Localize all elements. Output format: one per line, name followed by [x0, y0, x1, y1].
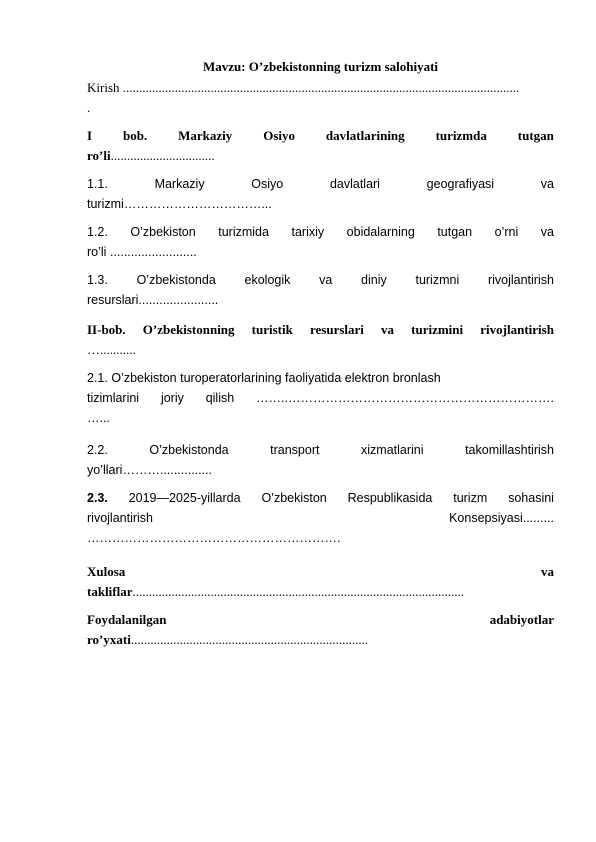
toc-word: sohasini	[508, 491, 554, 505]
toc-leader-dots: ..........................................................................................................................	[122, 80, 520, 95]
toc-entry-chapter-2	[87, 320, 554, 360]
toc-word: o’rni	[494, 225, 519, 239]
toc-line-continuation	[87, 340, 554, 360]
toc-word: diniy	[361, 273, 387, 287]
toc-word: tizimlarini	[87, 391, 140, 405]
toc-word: 2019—2025-yillarda	[128, 491, 241, 505]
toc-word: II-bob.	[87, 322, 126, 337]
toc-entry-kirish	[87, 78, 554, 118]
toc-word: 1.1.	[87, 177, 108, 191]
toc-leader-dots: …………………………………………………….	[87, 531, 341, 545]
toc-line	[87, 222, 554, 242]
toc-line-continuation	[87, 194, 554, 214]
toc-word: O’zbekiston	[261, 491, 327, 505]
toc-word: obidalarning	[346, 225, 415, 239]
toc-word: turizmda	[435, 128, 487, 143]
toc-leader-dots: …...........	[87, 342, 136, 357]
toc-entry-section-1-2	[87, 222, 554, 262]
toc-word: Markaziy	[154, 177, 205, 191]
toc-word: va	[540, 225, 554, 239]
toc-word: tutgan	[437, 225, 473, 239]
toc-word: Osiyo	[251, 177, 284, 191]
toc-line	[87, 610, 554, 630]
toc-word: turistik	[251, 322, 293, 337]
toc-line	[87, 562, 554, 582]
toc-label: takliflar	[87, 584, 133, 599]
toc-line	[87, 440, 554, 460]
toc-word: xizmatlarini	[361, 443, 424, 457]
toc-word: va	[319, 273, 333, 287]
toc-line	[87, 488, 554, 508]
toc-word: I	[87, 128, 93, 143]
toc-word: va	[381, 322, 395, 337]
toc-leader-dots: .......................	[138, 293, 219, 307]
toc-label: Kirish	[87, 80, 120, 95]
toc-word: adabiyotlar	[489, 612, 554, 627]
toc-line-continuation	[87, 242, 554, 262]
toc-word: joriy	[160, 391, 184, 405]
toc-entry-section-2-2	[87, 440, 554, 480]
toc-word: transport	[270, 443, 320, 457]
toc-word: davlatlari	[329, 177, 380, 191]
toc-word: takomillashtirish	[465, 443, 554, 457]
toc-line	[87, 126, 554, 146]
toc-word: 1.2.	[87, 225, 108, 239]
toc-word: va	[541, 564, 554, 579]
toc-leader-dots: ……………………………...	[123, 197, 272, 211]
toc-label: ro’li	[87, 245, 107, 259]
toc-entry-section-2-1	[87, 368, 554, 428]
toc-leader-dots: .........................	[109, 245, 197, 259]
toc-word: tarixiy	[291, 225, 325, 239]
toc-word: qilish	[205, 391, 235, 405]
toc-line-continuation	[87, 460, 554, 480]
toc-line-continuation	[87, 630, 554, 650]
toc-word: Konsepsiyasi.........	[449, 511, 554, 525]
toc-line-continuation	[87, 408, 554, 428]
toc-leader-dots: ......................................................................................................	[132, 584, 464, 599]
toc-word: O’zbekistonda	[149, 443, 229, 457]
toc-line	[87, 78, 554, 98]
toc-word: turizm	[453, 491, 488, 505]
toc-label: ro’yxati	[87, 632, 131, 647]
toc-line	[87, 174, 554, 194]
toc-entry-section-2-3	[87, 488, 554, 548]
toc-leader-dots: .........................................................................	[130, 632, 369, 647]
toc-word: 2.2.	[87, 443, 108, 457]
page-title: Mavzu: O’zbekistonning turizm salohiyati	[202, 59, 439, 74]
toc-word: rivojlantirish	[87, 511, 153, 525]
toc-word: turizmini	[411, 322, 464, 337]
toc-word: O’zbekiston	[130, 225, 196, 239]
toc-line	[87, 508, 554, 528]
toc-word: rivojlantirish	[487, 273, 554, 287]
toc-word: ekologik	[244, 273, 291, 287]
toc-entry-xulosa	[87, 562, 554, 602]
toc-leader-dots: ………...............	[122, 463, 213, 477]
toc-label: turizmi	[87, 197, 124, 211]
toc-word: resurslari	[309, 322, 364, 337]
toc-word: 1.3.	[87, 273, 108, 287]
toc-entry-section-1-3	[87, 270, 554, 310]
toc-leader-dots: …...	[87, 411, 110, 425]
toc-word: davlatlarining	[325, 128, 405, 143]
toc-line-continuation	[87, 290, 554, 310]
toc-leader-dots: ……..……………………………………………………….	[256, 391, 554, 405]
toc-word: va	[540, 177, 554, 191]
toc-label: ro’li	[87, 148, 111, 163]
toc-line-continuation	[87, 528, 554, 548]
toc-leader-dots: ................................	[110, 148, 215, 163]
toc-word: geografiyasi	[426, 177, 495, 191]
toc-word: O’zbekistonda	[136, 273, 216, 287]
toc-word: tutgan	[517, 128, 554, 143]
toc-word: Osiyo	[263, 128, 295, 143]
toc-entry-references	[87, 610, 554, 650]
toc-word: Respublikasida	[347, 491, 433, 505]
toc-line	[87, 270, 554, 290]
toc-word: O’zbekistonning	[142, 322, 235, 337]
toc-entry-chapter-1	[87, 126, 554, 166]
toc-word: 2.3.	[87, 491, 108, 505]
toc-line: 2.1. O’zbekiston turoperatorlarining faoliyatida elektron bronlash	[87, 371, 441, 385]
toc-word: turizmida	[218, 225, 269, 239]
toc-line	[87, 320, 554, 340]
toc-line-continuation	[87, 582, 554, 602]
toc-label: resurslari	[87, 293, 139, 307]
toc-word: rivojlantirish	[480, 322, 554, 337]
toc-word: Markaziy	[178, 128, 233, 143]
toc-word: bob.	[122, 128, 148, 143]
toc-label: yo’llari	[87, 463, 123, 477]
toc-word: Xulosa	[87, 564, 126, 579]
toc-line	[87, 388, 554, 408]
toc-line-continuation	[87, 146, 554, 166]
toc-entry-section-1-1	[87, 174, 554, 214]
toc-word: Foydalanilgan	[87, 612, 167, 627]
toc-word: turizmni	[415, 273, 460, 287]
toc-line-continuation: .	[87, 100, 91, 115]
